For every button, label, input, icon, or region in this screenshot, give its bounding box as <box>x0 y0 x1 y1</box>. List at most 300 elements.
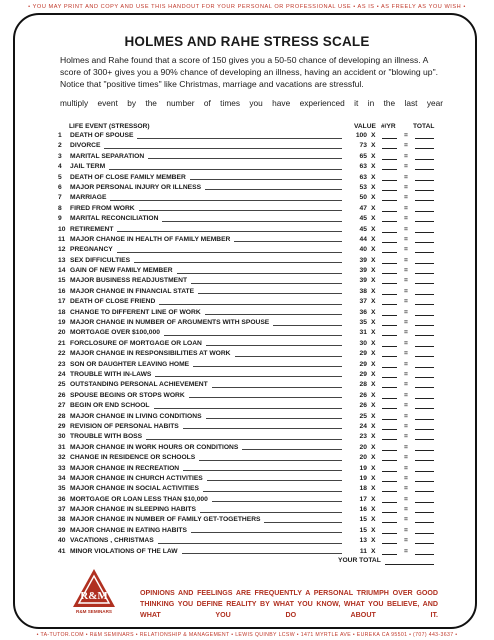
event-number: 3 <box>58 152 62 160</box>
event-number: 28 <box>58 412 66 420</box>
row-total-blank[interactable] <box>415 283 434 284</box>
leader-line <box>206 418 342 419</box>
event-value: 13 <box>359 537 367 545</box>
equals-sign: = <box>404 152 408 160</box>
event-row <box>58 412 448 422</box>
row-total-blank[interactable] <box>415 367 434 368</box>
event-label: MAJOR CHANGE IN SLEEPING HABITS <box>70 506 196 514</box>
times-per-year-blank[interactable] <box>382 367 397 368</box>
event-row <box>58 152 448 162</box>
multiply-sign: X <box>371 360 376 368</box>
equals-sign: = <box>404 298 408 306</box>
leader-line <box>162 221 342 222</box>
row-total-blank[interactable] <box>415 450 434 451</box>
row-total-blank[interactable] <box>415 315 434 316</box>
event-number: 25 <box>58 381 66 389</box>
event-label: SON OR DAUGHTER LEAVING HOME <box>70 360 190 368</box>
event-value: 63 <box>359 163 367 171</box>
row-total-blank[interactable] <box>415 325 434 326</box>
event-value: 30 <box>359 339 367 347</box>
event-label: MAJOR CHANGE IN RECREATION <box>70 464 180 472</box>
event-value: 65 <box>359 152 367 160</box>
event-label: MARITAL SEPARATION <box>70 152 145 160</box>
equals-sign: = <box>404 433 408 441</box>
event-row <box>58 266 448 276</box>
multiply-sign: X <box>371 142 376 150</box>
row-total-blank[interactable] <box>415 294 434 295</box>
event-number: 4 <box>58 163 62 171</box>
multiply-sign: X <box>371 319 376 327</box>
multiply-sign: X <box>371 173 376 181</box>
leader-line <box>134 262 342 263</box>
multiply-sign: X <box>371 381 376 389</box>
row-total-blank[interactable] <box>415 387 434 388</box>
multiply-sign: X <box>371 547 376 555</box>
times-per-year-blank[interactable] <box>382 460 397 461</box>
event-value: 15 <box>359 516 367 524</box>
event-label: MAJOR CHANGE IN SOCIAL ACTIVITIES <box>70 485 199 493</box>
equals-sign: = <box>404 402 408 410</box>
row-total-blank[interactable] <box>415 148 434 149</box>
event-row <box>58 214 448 224</box>
row-total-blank[interactable] <box>415 273 434 274</box>
times-per-year-blank[interactable] <box>382 408 397 409</box>
event-row <box>58 328 448 338</box>
event-row <box>58 173 448 183</box>
multiply-sign: X <box>371 391 376 399</box>
times-per-year-blank[interactable] <box>382 356 397 357</box>
event-label: MAJOR CHANGE IN CHURCH ACTIVITIES <box>70 474 203 482</box>
row-total-blank[interactable] <box>415 190 434 191</box>
event-row <box>58 360 448 370</box>
multiply-sign: X <box>371 132 376 139</box>
event-number: 16 <box>58 287 66 295</box>
leader-line <box>234 241 342 242</box>
event-value: 29 <box>359 360 367 368</box>
leader-line <box>109 169 342 170</box>
leader-line <box>182 553 342 554</box>
stress-event-list <box>58 131 448 557</box>
times-per-year-blank[interactable] <box>382 491 397 492</box>
equals-sign: = <box>404 256 408 264</box>
event-value: 20 <box>359 454 367 462</box>
times-per-year-blank[interactable] <box>382 554 397 555</box>
event-label: OUTSTANDING PERSONAL ACHIEVEMENT <box>70 381 208 389</box>
event-value: 31 <box>359 329 367 337</box>
leader-line <box>205 189 342 190</box>
event-number: 22 <box>58 350 66 358</box>
event-number: 1 <box>58 132 62 139</box>
event-label: SPOUSE BEGINS OR STOPS WORK <box>70 391 185 399</box>
event-label: MORTGAGE OVER $100,000 <box>70 329 160 337</box>
times-per-year-blank[interactable] <box>382 138 397 139</box>
leader-line <box>183 470 342 471</box>
event-value: 15 <box>359 526 367 534</box>
header-per-year: #/YR <box>381 123 396 130</box>
row-total-blank[interactable] <box>415 304 434 305</box>
leader-line <box>199 460 342 461</box>
event-value: 100 <box>355 132 367 139</box>
event-number: 6 <box>58 183 62 191</box>
event-value: 23 <box>359 433 367 441</box>
event-number: 39 <box>58 526 66 534</box>
times-per-year-blank[interactable] <box>382 512 397 513</box>
row-total-blank[interactable] <box>415 439 434 440</box>
multiply-sign: X <box>371 433 376 441</box>
event-row <box>58 391 448 401</box>
row-total-blank[interactable] <box>415 200 434 201</box>
times-per-year-blank[interactable] <box>382 346 397 347</box>
times-per-year-blank[interactable] <box>382 502 397 503</box>
event-label: SEX DIFFICULTIES <box>70 256 131 264</box>
event-label: DEATH OF CLOSE FRIEND <box>70 298 156 306</box>
row-total-blank[interactable] <box>415 419 434 420</box>
event-row <box>58 131 448 141</box>
event-row <box>58 547 448 557</box>
footer-text: • TA-TUTOR.COM • R&M SEMINARS • RELATIONSHIP & MANAGEMENT • LEWIS QUINBY LCSW • 1471 MYRTLE AVE • EUREKA CA 95501 • (707) 443-3637 • <box>36 632 458 638</box>
multiply-sign: X <box>371 412 376 420</box>
event-value: 11 <box>359 547 367 555</box>
row-total-blank[interactable] <box>415 533 434 534</box>
leader-line <box>158 543 342 544</box>
equals-sign: = <box>404 194 408 202</box>
event-value: 47 <box>359 204 367 212</box>
event-label: BEGIN OR END SCHOOL <box>70 402 150 410</box>
event-value: 26 <box>359 402 367 410</box>
times-per-year-blank[interactable] <box>382 471 397 472</box>
event-number: 31 <box>58 443 66 451</box>
times-per-year-blank[interactable] <box>382 221 397 222</box>
row-total-blank[interactable] <box>415 346 434 347</box>
header-total: TOTAL <box>413 123 435 130</box>
times-per-year-blank[interactable] <box>382 522 397 523</box>
event-label: DEATH OF SPOUSE <box>70 132 134 139</box>
times-per-year-blank[interactable] <box>382 263 397 264</box>
times-per-year-blank[interactable] <box>382 315 397 316</box>
times-per-year-blank[interactable] <box>382 273 397 274</box>
row-total-blank[interactable] <box>415 169 434 170</box>
event-number: 33 <box>58 464 66 472</box>
row-total-blank[interactable] <box>415 377 434 378</box>
event-value: 45 <box>359 225 367 233</box>
leader-line <box>191 283 342 284</box>
event-row <box>58 204 448 214</box>
times-per-year-blank[interactable] <box>382 169 397 170</box>
times-per-year-blank[interactable] <box>382 335 397 336</box>
leader-line <box>203 491 342 492</box>
event-number: 9 <box>58 215 62 223</box>
row-total-blank[interactable] <box>415 211 434 212</box>
event-number: 14 <box>58 267 66 275</box>
event-row <box>58 432 448 442</box>
row-total-blank[interactable] <box>415 543 434 544</box>
event-value: 38 <box>359 287 367 295</box>
equals-sign: = <box>404 412 408 420</box>
event-row <box>58 526 448 536</box>
event-row <box>58 515 448 525</box>
multiply-sign: X <box>371 443 376 451</box>
row-total-blank[interactable] <box>415 221 434 222</box>
leader-line <box>146 439 342 440</box>
multiply-sign: X <box>371 152 376 160</box>
equals-sign: = <box>404 277 408 285</box>
event-row <box>58 245 448 255</box>
event-row <box>58 225 448 235</box>
leader-line <box>235 356 342 357</box>
times-per-year-blank[interactable] <box>382 377 397 378</box>
times-per-year-blank[interactable] <box>382 211 397 212</box>
multiply-sign: X <box>371 339 376 347</box>
event-label: MAJOR CHANGE IN HEALTH OF FAMILY MEMBER <box>70 235 231 243</box>
leader-line <box>177 273 342 274</box>
equals-sign: = <box>404 339 408 347</box>
leader-line <box>207 480 342 481</box>
event-value: 53 <box>359 183 367 191</box>
row-total-blank[interactable] <box>415 481 434 482</box>
leader-line <box>139 210 342 211</box>
row-total-blank[interactable] <box>415 398 434 399</box>
event-value: 20 <box>359 443 367 451</box>
leader-line <box>198 293 342 294</box>
leader-line <box>164 335 342 336</box>
equals-sign: = <box>404 173 408 181</box>
row-total-blank[interactable] <box>415 252 434 253</box>
event-number: 11 <box>58 235 66 243</box>
event-number: 5 <box>58 173 62 181</box>
row-total-blank[interactable] <box>415 180 434 181</box>
event-row <box>58 193 448 203</box>
event-value: 29 <box>359 370 367 378</box>
event-label: MARITAL RECONCILIATION <box>70 215 159 223</box>
equals-sign: = <box>404 526 408 534</box>
multiply-sign: X <box>371 370 376 378</box>
equals-sign: = <box>404 360 408 368</box>
equals-sign: = <box>404 464 408 472</box>
equals-sign: = <box>404 474 408 482</box>
event-label: DEATH OF CLOSE FAMILY MEMBER <box>70 173 186 181</box>
event-label: MAJOR BUSINESS READJUSTMENT <box>70 277 188 285</box>
event-value: 19 <box>359 464 367 472</box>
event-value: 45 <box>359 215 367 223</box>
event-value: 35 <box>359 319 367 327</box>
row-total-blank[interactable] <box>415 356 434 357</box>
multiply-sign: X <box>371 256 376 264</box>
event-number: 2 <box>58 142 62 150</box>
leader-line <box>190 179 342 180</box>
leader-line <box>154 408 342 409</box>
leader-line <box>110 200 342 201</box>
times-per-year-blank[interactable] <box>382 294 397 295</box>
leader-line <box>264 522 342 523</box>
event-label: MAJOR CHANGE IN NUMBER OF ARGUMENTS WITH SPOUSE <box>70 319 270 327</box>
equals-sign: = <box>404 246 408 254</box>
event-number: 34 <box>58 474 66 482</box>
equals-sign: = <box>404 454 408 462</box>
times-per-year-blank[interactable] <box>382 543 397 544</box>
event-value: 29 <box>359 350 367 358</box>
multiply-sign: X <box>371 474 376 482</box>
event-number: 32 <box>58 454 66 462</box>
event-label: PREGNANCY <box>70 246 113 254</box>
leader-line <box>155 376 342 377</box>
event-value: 44 <box>359 235 367 243</box>
event-number: 7 <box>58 194 62 202</box>
times-per-year-blank[interactable] <box>382 450 397 451</box>
event-row <box>58 453 448 463</box>
row-total-blank[interactable] <box>415 471 434 472</box>
equals-sign: = <box>404 163 408 171</box>
event-label: VACATIONS , CHRISTMAS <box>70 537 154 545</box>
event-label: MINOR VIOLATIONS OF THE LAW <box>70 547 178 555</box>
multiply-sign: X <box>371 163 376 171</box>
event-label: MAJOR CHANGE IN EATING HABITS <box>70 526 187 534</box>
event-number: 40 <box>58 537 66 545</box>
equals-sign: = <box>404 370 408 378</box>
leader-line <box>212 501 342 502</box>
leader-line <box>200 512 342 513</box>
equals-sign: = <box>404 495 408 503</box>
multiply-sign: X <box>371 235 376 243</box>
event-label: GAIN OF NEW FAMILY MEMBER <box>70 267 173 275</box>
event-number: 13 <box>58 256 66 264</box>
leader-line <box>212 387 342 388</box>
row-total-blank[interactable] <box>415 502 434 503</box>
times-per-year-blank[interactable] <box>382 242 397 243</box>
multiply-sign: X <box>371 464 376 472</box>
multiply-sign: X <box>371 204 376 212</box>
leader-line <box>189 397 342 398</box>
times-per-year-blank[interactable] <box>382 481 397 482</box>
event-value: 39 <box>359 277 367 285</box>
equals-sign: = <box>404 267 408 275</box>
equals-sign: = <box>404 204 408 212</box>
equals-sign: = <box>404 183 408 191</box>
event-value: 73 <box>359 142 367 150</box>
row-total-blank[interactable] <box>415 242 434 243</box>
event-value: 28 <box>359 381 367 389</box>
equals-sign: = <box>404 516 408 524</box>
your-total-label: YOUR TOTAL <box>338 557 381 564</box>
event-row <box>58 370 448 380</box>
leader-line <box>205 314 342 315</box>
event-number: 19 <box>58 319 66 327</box>
event-row <box>58 349 448 359</box>
times-per-year-blank[interactable] <box>382 190 397 191</box>
intro-paragraph: Holmes and Rahe found that a score of 150 gives you a 50-50 chance of developing an illness. A score of 300+ gives you a 90% chance of developing an illness, having an accident or "blowing up". Notice that "positive times" like Christmas, marriage and vacations are stressful. <box>60 55 439 89</box>
event-value: 63 <box>359 173 367 181</box>
equals-sign: = <box>404 443 408 451</box>
multiply-sign: X <box>371 485 376 493</box>
row-total-blank[interactable] <box>415 554 434 555</box>
times-per-year-blank[interactable] <box>382 387 397 388</box>
event-value: 24 <box>359 422 367 430</box>
row-total-blank[interactable] <box>415 522 434 523</box>
event-number: 38 <box>58 516 66 524</box>
event-label: FIRED FROM WORK <box>70 204 135 212</box>
row-total-blank[interactable] <box>415 263 434 264</box>
event-row <box>58 536 448 546</box>
event-value: 19 <box>359 474 367 482</box>
times-per-year-blank[interactable] <box>382 180 397 181</box>
row-total-blank[interactable] <box>415 429 434 430</box>
multiply-sign: X <box>371 329 376 337</box>
event-number: 27 <box>58 402 66 410</box>
times-per-year-blank[interactable] <box>382 283 397 284</box>
event-number: 8 <box>58 204 62 212</box>
event-value: 40 <box>359 246 367 254</box>
times-per-year-blank[interactable] <box>382 148 397 149</box>
times-per-year-blank[interactable] <box>382 533 397 534</box>
multiply-sign: X <box>371 516 376 524</box>
event-value: 25 <box>359 412 367 420</box>
times-per-year-blank[interactable] <box>382 232 397 233</box>
header-life-event: LIFE EVENT (STRESSOR) <box>69 123 150 130</box>
equals-sign: = <box>404 235 408 243</box>
equals-sign: = <box>404 506 408 514</box>
equals-sign: = <box>404 215 408 223</box>
times-per-year-blank[interactable] <box>382 439 397 440</box>
event-row <box>58 505 448 515</box>
multiply-sign: X <box>371 246 376 254</box>
event-value: 39 <box>359 256 367 264</box>
times-per-year-blank[interactable] <box>382 200 397 201</box>
equals-sign: = <box>404 350 408 358</box>
times-per-year-blank[interactable] <box>382 429 397 430</box>
event-row <box>58 422 448 432</box>
equals-sign: = <box>404 485 408 493</box>
event-number: 30 <box>58 433 66 441</box>
leader-line <box>137 138 342 139</box>
multiply-sign: X <box>371 287 376 295</box>
equals-sign: = <box>404 329 408 337</box>
logo-caption: R&M SEMINARS <box>76 609 112 614</box>
row-total-blank[interactable] <box>415 232 434 233</box>
event-number: 41 <box>58 547 66 555</box>
times-per-year-blank[interactable] <box>382 419 397 420</box>
leader-line <box>242 449 342 450</box>
row-total-blank[interactable] <box>415 512 434 513</box>
event-label: MAJOR CHANGE IN NUMBER OF FAMILY GET-TOGETHERS <box>70 516 261 524</box>
row-total-blank[interactable] <box>415 408 434 409</box>
your-total-blank[interactable] <box>385 564 434 565</box>
row-total-blank[interactable] <box>415 491 434 492</box>
event-row <box>58 141 448 151</box>
row-total-blank[interactable] <box>415 460 434 461</box>
row-total-blank[interactable] <box>415 138 434 139</box>
event-row <box>58 339 448 349</box>
event-label: JAIL TERM <box>70 163 106 171</box>
multiply-sign: X <box>371 506 376 514</box>
times-per-year-blank[interactable] <box>382 398 397 399</box>
event-value: 39 <box>359 267 367 275</box>
event-number: 37 <box>58 506 66 514</box>
multiply-sign: X <box>371 537 376 545</box>
times-per-year-blank[interactable] <box>382 159 397 160</box>
row-total-blank[interactable] <box>415 335 434 336</box>
equals-sign: = <box>404 381 408 389</box>
rm-seminars-logo <box>72 568 116 608</box>
event-row <box>58 256 448 266</box>
event-label: MAJOR CHANGE IN RESPONSIBILITIES AT WORK <box>70 350 231 358</box>
times-per-year-blank[interactable] <box>382 252 397 253</box>
times-per-year-blank[interactable] <box>382 325 397 326</box>
event-number: 24 <box>58 370 66 378</box>
multiply-sign: X <box>371 308 376 316</box>
multiply-sign: X <box>371 495 376 503</box>
times-per-year-blank[interactable] <box>382 304 397 305</box>
event-row <box>58 495 448 505</box>
row-total-blank[interactable] <box>415 159 434 160</box>
